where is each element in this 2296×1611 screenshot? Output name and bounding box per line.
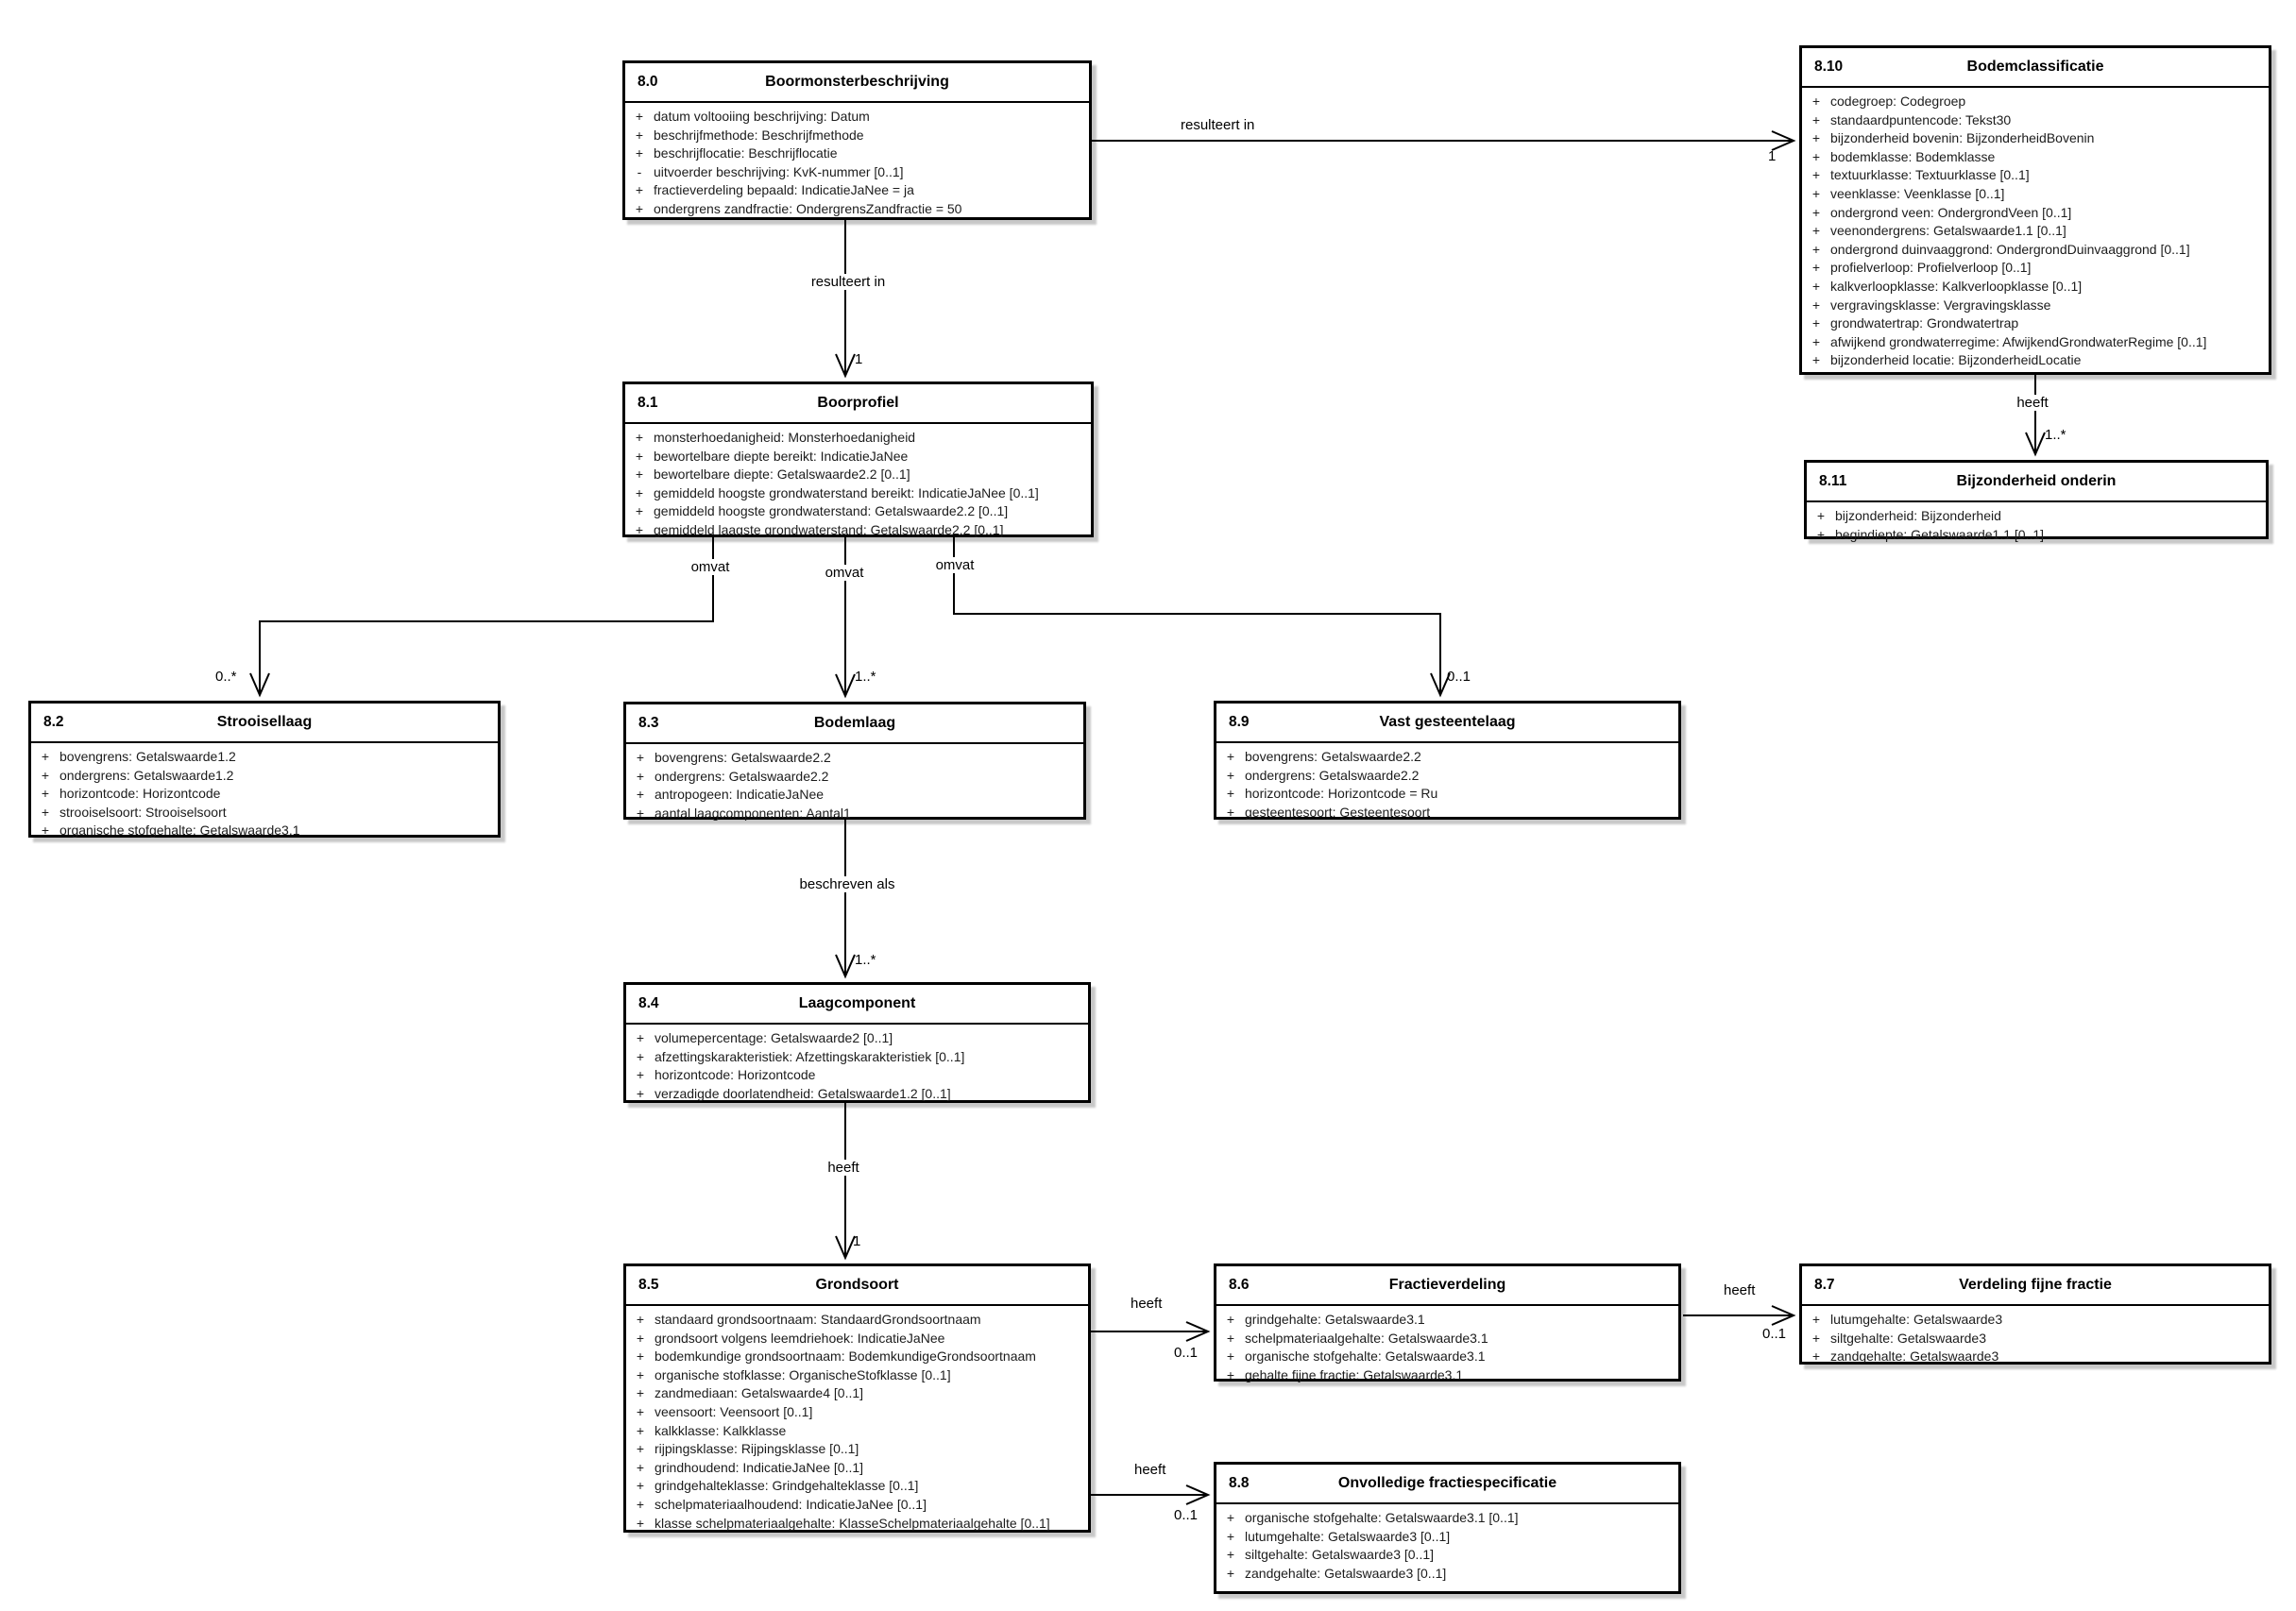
class-title: Onvolledige fractiespecificatie — [1337, 1475, 1557, 1491]
class-attributes — [1216, 1504, 1678, 1586]
connector-multiplicity: 1..* — [2045, 427, 2066, 443]
attribute-row — [1802, 185, 2265, 204]
class-attributes — [625, 424, 1091, 544]
connector-multiplicity: 0..1 — [1174, 1345, 1199, 1361]
attribute-row — [1802, 93, 2265, 111]
visibility-symbol: + — [1811, 93, 1821, 109]
class-header — [625, 384, 1091, 424]
attribute-text: fractieverdeling bepaald: IndicatieJaNee = ja — [654, 182, 914, 198]
visibility-symbol: + — [1226, 1312, 1235, 1327]
visibility-symbol: + — [1226, 767, 1235, 783]
attribute-row — [1216, 785, 1675, 804]
class-title: Boormonsterbeschrijving — [765, 74, 949, 90]
attribute-row — [625, 181, 1085, 200]
attribute-row — [626, 1348, 1084, 1366]
connector-multiplicity: 0..1 — [1762, 1326, 1787, 1342]
class-id: 8.7 — [1814, 1277, 1835, 1293]
visibility-symbol: + — [1811, 223, 1821, 239]
visibility-symbol: + — [636, 1330, 645, 1346]
attribute-row — [625, 429, 1087, 448]
attribute-text: aantal laagcomponenten: Aantal1 — [655, 805, 851, 821]
class-header — [1802, 48, 2269, 88]
visibility-symbol: + — [635, 448, 644, 464]
attribute-text: standaardpuntencode: Tekst30 — [1830, 111, 2012, 127]
visibility-symbol: + — [1226, 1565, 1235, 1581]
attribute-text: rijpingsklasse: Rijpingsklasse [0..1] — [655, 1441, 859, 1457]
attribute-row — [626, 1066, 1084, 1085]
visibility-symbol: + — [636, 1496, 645, 1512]
class-box-bodemclassificatie — [1799, 45, 2271, 375]
attribute-row — [1216, 1311, 1675, 1330]
attribute-row — [1216, 1509, 1675, 1528]
class-header — [1216, 1266, 1678, 1306]
connector-label: resulteert in — [1176, 117, 1259, 133]
attribute-row — [1802, 1348, 2265, 1366]
attribute-row — [1802, 241, 2265, 260]
attribute-text: gesteentesoort: Gesteentesoort — [1245, 804, 1431, 820]
attribute-row — [625, 108, 1085, 127]
attribute-row — [1802, 259, 2265, 278]
class-id: 8.1 — [638, 395, 658, 411]
attribute-row — [31, 748, 494, 767]
visibility-symbol: + — [636, 768, 645, 784]
connector-label: omvat — [687, 559, 735, 575]
connector-label: heeft — [2012, 395, 2052, 411]
connector-8-1-to-8-9 — [954, 537, 1440, 695]
class-attributes — [626, 744, 1083, 826]
class-id: 8.10 — [1814, 59, 1844, 75]
class-box-onvolledige-fractiespecificatie — [1214, 1462, 1681, 1594]
attribute-text: bovengrens: Getalswaarde2.2 — [655, 750, 831, 765]
attribute-row — [1802, 148, 2265, 167]
attribute-row — [1807, 526, 2262, 545]
visibility-symbol: + — [636, 1441, 645, 1457]
attribute-text: ondergrond duinvaaggrond: OndergrondDuinvaaggrond [0..1] — [1830, 241, 2190, 257]
attribute-row — [1802, 166, 2265, 185]
attribute-text: lutumgehalte: Getalswaarde3 [0..1] — [1245, 1528, 1451, 1544]
attribute-text: klasse schelpmateriaalgehalte: KlasseSchelpmateriaalgehalte [0..1] — [655, 1515, 1050, 1531]
visibility-symbol: + — [635, 145, 644, 161]
attribute-row — [626, 1311, 1084, 1330]
attribute-row — [626, 1029, 1084, 1048]
attribute-row — [626, 805, 1080, 823]
attribute-text: bijzonderheid: Bijzonderheid — [1835, 508, 2001, 523]
attribute-text: bijzonderheid bovenin: BijzonderheidBovenin — [1830, 130, 2095, 146]
class-title: Bijzonderheid onderin — [1956, 473, 2117, 489]
attribute-row — [1216, 1366, 1675, 1385]
connector-label: heeft — [1126, 1296, 1166, 1312]
connector-label: heeft — [823, 1160, 863, 1176]
attribute-row — [1216, 767, 1675, 786]
class-box-bijzonderheid-onderin — [1804, 460, 2269, 542]
visibility-symbol: + — [636, 1366, 645, 1382]
visibility-symbol: + — [636, 1459, 645, 1475]
visibility-symbol: + — [636, 1403, 645, 1419]
attribute-row — [1216, 1348, 1675, 1366]
attribute-text: textuurklasse: Textuurklasse [0..1] — [1830, 167, 2030, 183]
attribute-text: afzettingskarakteristiek: Afzettingskarakteristiek [0..1] — [655, 1048, 965, 1064]
visibility-symbol: + — [41, 749, 50, 764]
visibility-symbol: + — [636, 1348, 645, 1365]
class-box-boorprofiel — [622, 382, 1094, 537]
attribute-row — [625, 521, 1087, 540]
attribute-text: siltgehalte: Getalswaarde3 [0..1] — [1245, 1547, 1435, 1563]
attribute-row — [1802, 129, 2265, 148]
attribute-text: profielverloop: Profielverloop [0..1] — [1830, 260, 2032, 276]
visibility-symbol: + — [636, 1048, 645, 1064]
visibility-symbol: + — [1811, 260, 1821, 276]
connector-multiplicity: 1 — [853, 1233, 861, 1249]
attribute-text: schelpmateriaalgehalte: Getalswaarde3.1 — [1245, 1330, 1488, 1346]
class-title: Boorprofiel — [817, 395, 899, 411]
class-attributes — [1216, 1306, 1678, 1388]
attribute-text: bodemklasse: Bodemklasse — [1830, 148, 1996, 164]
attribute-text: ondergrens zandfractie: OndergrensZandfractie = 50 — [654, 200, 962, 216]
connector-multiplicity: 0..1 — [1447, 669, 1471, 685]
visibility-symbol: + — [41, 786, 50, 802]
attribute-row — [625, 200, 1085, 219]
visibility-symbol: + — [636, 1385, 645, 1401]
attribute-text: grondsoort volgens leemdriehoek: IndicatieJaNee — [655, 1330, 945, 1346]
connector-multiplicity: 1 — [1768, 148, 1777, 164]
class-attributes — [626, 1025, 1088, 1107]
class-title: Strooisellaag — [216, 714, 313, 730]
attribute-row — [1802, 297, 2265, 315]
attribute-row — [1802, 111, 2265, 130]
attribute-row — [626, 1048, 1084, 1067]
visibility-symbol: + — [1811, 111, 1821, 127]
class-box-grondsoort — [623, 1263, 1091, 1533]
class-title: Bodemlaag — [813, 715, 896, 731]
visibility-symbol: + — [1811, 148, 1821, 164]
visibility-symbol: + — [1816, 508, 1826, 523]
connector-label: resulteert in — [807, 274, 890, 290]
attribute-row — [625, 502, 1087, 521]
attribute-row — [626, 1459, 1084, 1478]
visibility-symbol: + — [1811, 278, 1821, 294]
attribute-text: organische stofgehalte: Getalswaarde3.1 [0..1] — [1245, 1510, 1519, 1525]
attribute-row — [626, 1515, 1084, 1534]
attribute-text: horizontcode: Horizontcode = Ru — [1245, 786, 1438, 802]
visibility-symbol: + — [1811, 1348, 1821, 1365]
attribute-text: organische stofgehalte: Getalswaarde3.1 — [1245, 1348, 1486, 1365]
visibility-symbol: + — [1226, 786, 1235, 802]
attribute-text: organische stofgehalte: Getalswaarde3.1 — [60, 822, 300, 839]
class-id: 8.11 — [1819, 473, 1847, 489]
attribute-text: verzadigde doorlatendheid: Getalswaarde1.2 [0..1] — [655, 1085, 951, 1101]
attribute-text: zandmediaan: Getalswaarde4 [0..1] — [655, 1385, 864, 1401]
attribute-text: volumepercentage: Getalswaarde2 [0..1] — [655, 1030, 893, 1045]
attribute-text: kalkverloopklasse: Kalkverloopklasse [0..1] — [1830, 278, 2083, 294]
attribute-row — [626, 749, 1080, 768]
attribute-text: grindgehalte: Getalswaarde3.1 — [1245, 1312, 1425, 1327]
connector-8-1-to-8-2 — [260, 537, 713, 695]
class-box-laagcomponent — [623, 982, 1091, 1103]
visibility-symbol: + — [1811, 167, 1821, 183]
visibility-symbol: + — [636, 1515, 645, 1531]
visibility-symbol: + — [636, 1085, 645, 1101]
class-id: 8.2 — [43, 714, 64, 730]
connector-multiplicity: 1..* — [855, 952, 876, 968]
attribute-row — [1802, 351, 2265, 370]
attribute-row — [625, 466, 1087, 484]
attribute-row — [625, 484, 1087, 503]
class-id: 8.5 — [638, 1277, 659, 1293]
attribute-text: vergravingsklasse: Vergravingsklasse — [1830, 297, 2051, 313]
class-header — [1807, 463, 2266, 502]
visibility-symbol: + — [1226, 1547, 1235, 1563]
attribute-row — [626, 786, 1080, 805]
attribute-text: beschrijflocatie: Beschrijflocatie — [654, 145, 838, 161]
attribute-row — [1216, 748, 1675, 767]
attribute-text: bodemkundige grondsoortnaam: BodemkundigeGrondsoortnaam — [655, 1348, 1036, 1365]
attribute-text: ondergrens: Getalswaarde2.2 — [655, 768, 829, 784]
attribute-text: datum voltooiing beschrijving: Datum — [654, 109, 870, 124]
attribute-row — [1802, 333, 2265, 352]
attribute-text: bewortelbare diepte: Getalswaarde2.2 [0..1] — [654, 466, 910, 483]
attribute-text: strooiselsoort: Strooiselsoort — [60, 804, 227, 820]
visibility-symbol: + — [635, 182, 644, 198]
visibility-symbol: + — [1811, 315, 1821, 331]
visibility-symbol: + — [635, 430, 644, 445]
class-title: Verdeling fijne fractie — [1959, 1277, 2112, 1293]
visibility-symbol: + — [41, 822, 50, 839]
connector-multiplicity: 0..* — [215, 669, 237, 685]
attribute-text: grondwatertrap: Grondwatertrap — [1830, 315, 2019, 331]
attribute-text: grindgehalteklasse: Grindgehalteklasse [0..1] — [655, 1478, 919, 1494]
visibility-symbol: + — [636, 1030, 645, 1045]
class-box-verdeling-fijne-fractie — [1799, 1263, 2271, 1365]
attribute-row — [1802, 314, 2265, 333]
attribute-text: codegroep: Codegroep — [1830, 93, 1966, 109]
class-header — [626, 985, 1088, 1025]
attribute-text: antropogeen: IndicatieJaNee — [655, 787, 825, 803]
connector-label: beschreven als — [795, 876, 900, 892]
connector-multiplicity: 1 — [855, 351, 863, 367]
class-box-boormonsterbeschrijving — [622, 60, 1092, 220]
class-header — [625, 63, 1089, 103]
attribute-row — [1802, 1330, 2265, 1348]
attribute-row — [31, 804, 494, 822]
attribute-row — [31, 767, 494, 786]
visibility-symbol: + — [636, 1312, 645, 1327]
attribute-row — [1802, 204, 2265, 223]
visibility-symbol: + — [1811, 1312, 1821, 1327]
visibility-symbol: + — [1811, 352, 1821, 368]
visibility-symbol: - — [637, 163, 642, 179]
attribute-row — [626, 1366, 1084, 1385]
attribute-row — [1216, 1330, 1675, 1348]
attribute-row — [1807, 507, 2262, 526]
attribute-text: ondergrond veen: OndergrondVeen [0..1] — [1830, 204, 2072, 220]
attribute-text: veenklasse: Veenklasse [0..1] — [1830, 185, 2005, 201]
attribute-text: kalkklasse: Kalkklasse — [655, 1422, 787, 1438]
connector-multiplicity: 1..* — [855, 669, 876, 685]
visibility-symbol: + — [1811, 204, 1821, 220]
connector-label: heeft — [1719, 1282, 1760, 1298]
attribute-text: horizontcode: Horizontcode — [655, 1067, 816, 1083]
attribute-row — [31, 785, 494, 804]
class-header — [626, 1266, 1088, 1306]
attribute-row — [1802, 278, 2265, 297]
attribute-row — [1216, 1565, 1675, 1584]
connector-multiplicity: 0..1 — [1174, 1507, 1199, 1523]
class-header — [1802, 1266, 2269, 1306]
visibility-symbol: + — [636, 805, 645, 821]
attribute-row — [626, 1384, 1084, 1403]
attribute-text: begindiepte: Getalswaarde1.1 [0..1] — [1835, 526, 2045, 542]
attribute-text: veenondergrens: Getalswaarde1.1 [0..1] — [1830, 223, 2066, 239]
attribute-row — [626, 1330, 1084, 1348]
visibility-symbol: + — [1226, 1510, 1235, 1525]
attribute-row — [626, 1403, 1084, 1422]
attribute-row — [626, 1085, 1084, 1104]
visibility-symbol: + — [635, 484, 644, 500]
visibility-symbol: + — [636, 1422, 645, 1438]
class-attributes — [1802, 88, 2269, 374]
visibility-symbol: + — [41, 767, 50, 783]
attribute-text: siltgehalte: Getalswaarde3 — [1830, 1330, 1986, 1346]
visibility-symbol: + — [635, 200, 644, 216]
class-id: 8.8 — [1229, 1475, 1250, 1491]
attribute-text: horizontcode: Horizontcode — [60, 786, 221, 802]
attribute-row — [1216, 1546, 1675, 1565]
visibility-symbol: + — [636, 787, 645, 803]
class-attributes — [1807, 502, 2266, 548]
attribute-text: lutumgehalte: Getalswaarde3 — [1830, 1312, 2003, 1327]
visibility-symbol: + — [41, 804, 50, 820]
attribute-text: bijzonderheid locatie: BijzonderheidLocatie — [1830, 352, 2082, 368]
class-id: 8.9 — [1229, 714, 1250, 730]
visibility-symbol: + — [636, 750, 645, 765]
attribute-text: veensoort: Veensoort [0..1] — [655, 1403, 813, 1419]
visibility-symbol: + — [1226, 1366, 1235, 1382]
visibility-symbol: + — [1811, 1330, 1821, 1346]
attribute-text: bovengrens: Getalswaarde1.2 — [60, 749, 236, 764]
class-id: 8.6 — [1229, 1277, 1250, 1293]
class-id: 8.4 — [638, 995, 659, 1011]
attribute-text: ondergrens: Getalswaarde1.2 — [60, 767, 234, 783]
visibility-symbol: + — [1816, 526, 1826, 542]
attribute-row — [1216, 804, 1675, 822]
attribute-row — [626, 1496, 1084, 1515]
visibility-symbol: + — [635, 521, 644, 537]
visibility-symbol: + — [1811, 185, 1821, 201]
visibility-symbol: + — [1226, 804, 1235, 820]
class-header — [31, 704, 498, 743]
visibility-symbol: + — [636, 1067, 645, 1083]
attribute-row — [1802, 222, 2265, 241]
attribute-row — [626, 1422, 1084, 1441]
attribute-text: organische stofklasse: OrganischeStofklasse [0..1] — [655, 1366, 951, 1382]
visibility-symbol: + — [1226, 1348, 1235, 1365]
attribute-text: uitvoerder beschrijving: KvK-nummer [0..1] — [654, 163, 904, 179]
attribute-text: beschrijfmethode: Beschrijfmethode — [654, 127, 864, 143]
class-title: Grondsoort — [815, 1277, 899, 1293]
attribute-text: zandgehalte: Getalswaarde3 — [1830, 1348, 1999, 1365]
visibility-symbol: + — [1811, 241, 1821, 257]
attribute-text: standaard grondsoortnaam: StandaardGrondsoortnaam — [655, 1312, 981, 1327]
connector-label: omvat — [931, 557, 979, 573]
visibility-symbol: + — [1226, 1330, 1235, 1346]
class-attributes — [625, 103, 1089, 223]
connector-label: heeft — [1130, 1462, 1170, 1478]
attribute-row — [1802, 1311, 2265, 1330]
class-attributes — [1802, 1306, 2269, 1370]
class-attributes — [626, 1306, 1088, 1536]
class-box-strooisellaag — [28, 701, 501, 838]
class-id: 8.0 — [638, 74, 658, 90]
class-attributes — [1216, 743, 1678, 825]
visibility-symbol: + — [1226, 749, 1235, 764]
attribute-row — [625, 448, 1087, 466]
attribute-row — [31, 822, 494, 840]
class-box-vast-gesteentelaag — [1214, 701, 1681, 820]
attribute-row — [626, 1440, 1084, 1459]
class-id: 8.3 — [638, 715, 659, 731]
class-box-fractieverdeling — [1214, 1263, 1681, 1382]
visibility-symbol: + — [1811, 333, 1821, 349]
attribute-text: grindhoudend: IndicatieJaNee [0..1] — [655, 1459, 864, 1475]
class-title: Laagcomponent — [798, 995, 916, 1011]
class-header — [626, 704, 1083, 744]
class-box-bodemlaag — [623, 702, 1086, 820]
attribute-text: bewortelbare diepte bereikt: IndicatieJaNee — [654, 448, 909, 464]
attribute-text: afwijkend grondwaterregime: AfwijkendGrondwaterRegime [0..1] — [1830, 333, 2207, 349]
attribute-text: bovengrens: Getalswaarde2.2 — [1245, 749, 1421, 764]
attribute-text: monsterhoedanigheid: Monsterhoedanigheid — [654, 430, 916, 445]
attribute-row — [625, 127, 1085, 145]
attribute-text: schelpmateriaalhoudend: IndicatieJaNee [0..1] — [655, 1496, 927, 1512]
attribute-row — [626, 1477, 1084, 1496]
attribute-row — [1216, 1528, 1675, 1547]
attribute-row — [625, 144, 1085, 163]
class-title: Bodemclassificatie — [1966, 59, 2104, 75]
visibility-symbol: + — [1226, 1528, 1235, 1544]
visibility-symbol: + — [635, 127, 644, 143]
attribute-text: gemiddeld laagste grondwaterstand: Getalswaarde2.2 [0..1] — [654, 521, 1004, 537]
visibility-symbol: + — [1811, 297, 1821, 313]
attribute-text: gehalte fijne fractie: Getalswaarde3.1 — [1245, 1366, 1464, 1382]
class-header — [1216, 704, 1678, 743]
attribute-text: gemiddeld hoogste grondwaterstand bereikt: IndicatieJaNee [0..1] — [654, 484, 1039, 500]
class-header — [1216, 1465, 1678, 1504]
visibility-symbol: + — [1811, 130, 1821, 146]
attribute-row — [626, 768, 1080, 787]
visibility-symbol: + — [635, 466, 644, 483]
class-title: Vast gesteentelaag — [1379, 714, 1516, 730]
visibility-symbol: + — [636, 1478, 645, 1494]
attribute-row — [625, 163, 1085, 182]
connector-label: omvat — [821, 565, 869, 581]
attribute-text: gemiddeld hoogste grondwaterstand: Getalswaarde2.2 [0..1] — [654, 503, 1009, 519]
attribute-text: zandgehalte: Getalswaarde3 [0..1] — [1245, 1565, 1447, 1581]
class-title: Fractieverdeling — [1388, 1277, 1506, 1293]
class-attributes — [31, 743, 498, 844]
visibility-symbol: + — [635, 503, 644, 519]
attribute-text: ondergrens: Getalswaarde2.2 — [1245, 767, 1420, 783]
visibility-symbol: + — [635, 109, 644, 124]
